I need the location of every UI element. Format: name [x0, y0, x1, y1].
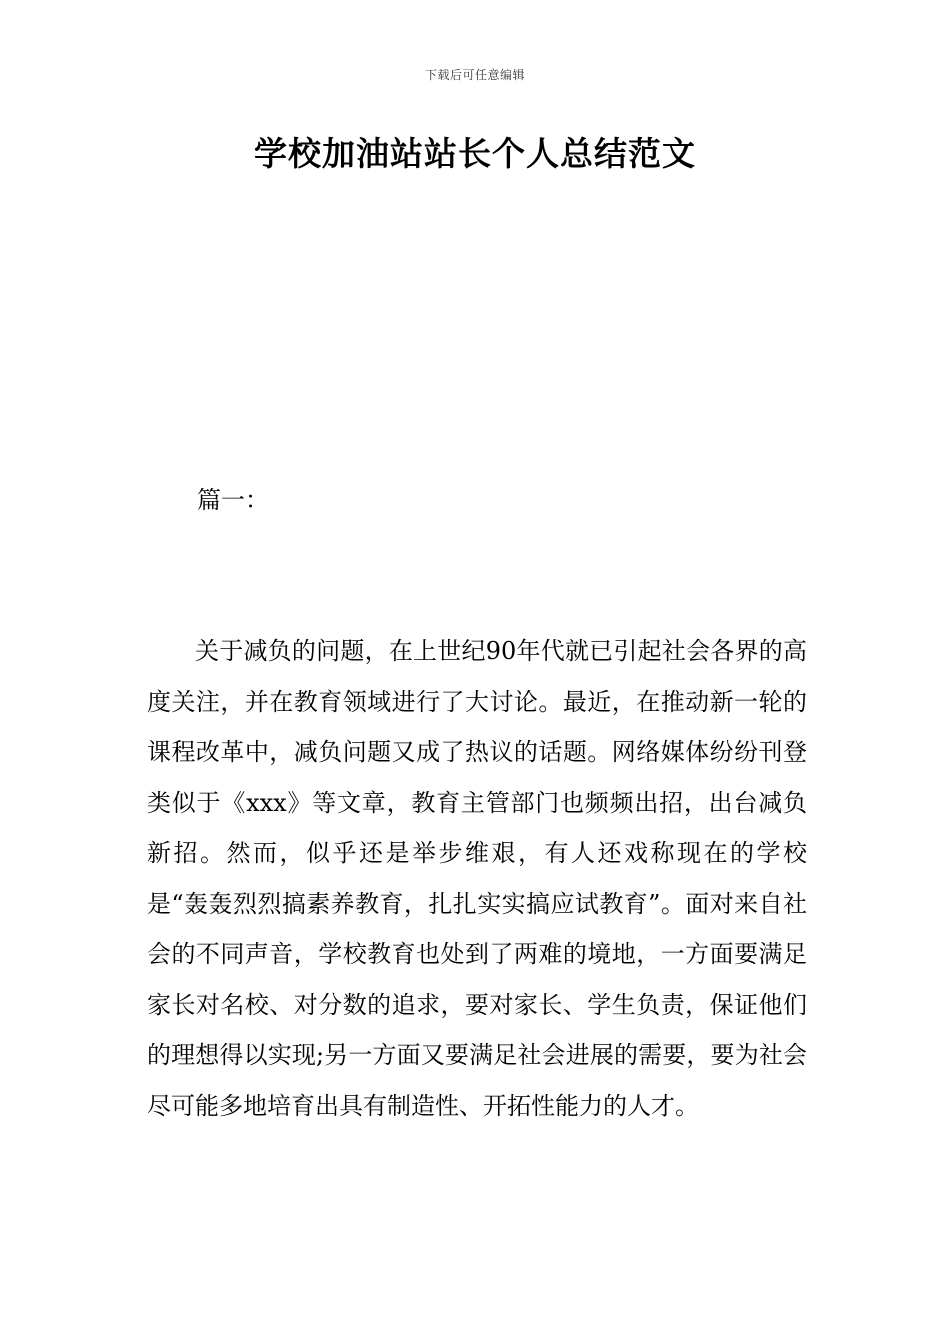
document-title: 学校加油站站长个人总结范文 [254, 134, 696, 173]
body-paragraph: 关于减负的问题，在上世纪90年代就已引起社会各界的高度关注，并在教育领域进行了大讨论。最近，在推动新一轮的课程改革中，减负问题又成了热议的话题。网络媒体纷纷刊登类似于《xxx》等文章，教育主管部门也频频出招，出台减负新招。然而，似乎还是举步维艰，有人还戏称现在的学校是“轰轰烈烈搞素养教育，扎扎实实搞应试教育”。面对来自社会的不同声音，学校教育也处到了两难的境地，一方面要满足家长对名校、对分数的追求，要对家长、学生负责，保证他们的理想得以实现;另一方面又要满足社会进展的需要，要为社会尽可能多地培育出具有制造性、开拓性能力的人才。 [147, 637, 807, 1120]
page-header-note: 下载后可任意编辑 [424, 68, 525, 82]
section-heading: 篇一： [197, 486, 269, 514]
